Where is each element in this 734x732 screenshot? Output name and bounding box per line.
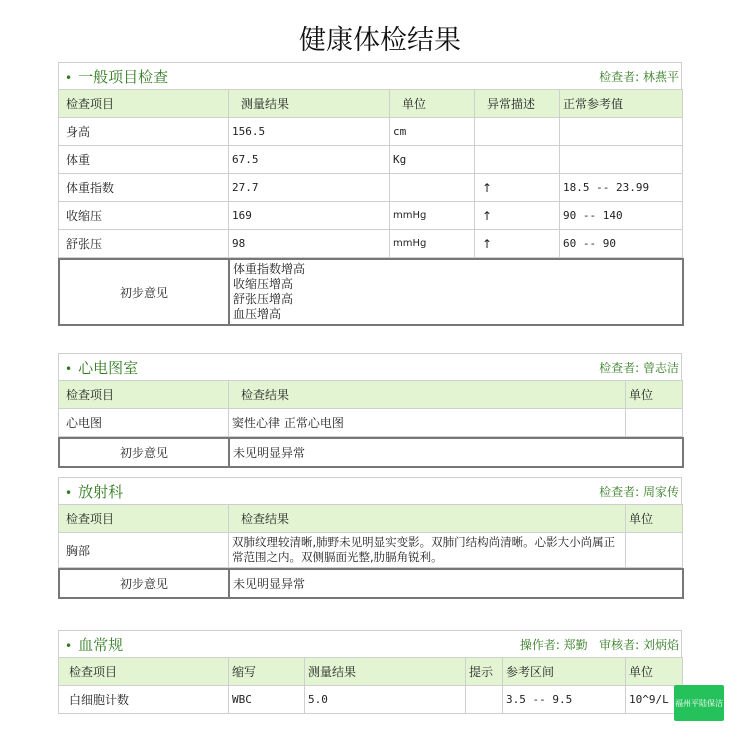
- header-reference: 正常参考值: [560, 90, 683, 118]
- header-hint: 提示: [466, 658, 503, 686]
- blood-staff: [520, 636, 679, 653]
- cell-unit: 10^9/L: [626, 686, 683, 714]
- page-title: 健康体检结果: [299, 25, 461, 56]
- cell-item: 体重指数: [59, 174, 229, 202]
- opinion-line: 体重指数增高: [233, 262, 306, 276]
- ecg-opinion-table: [58, 437, 684, 468]
- radiology-section-header: [58, 477, 682, 504]
- cell-flag: ↑: [475, 202, 560, 230]
- ecg-header-row: [59, 381, 683, 409]
- opinion-row: [59, 569, 683, 598]
- header-result: 测量结果: [305, 658, 466, 686]
- blood-section-title: [65, 634, 123, 655]
- blood-title-text: 血常规: [78, 635, 124, 654]
- table-row: [59, 230, 683, 258]
- cell-result: 5.0: [305, 686, 466, 714]
- general-table: [58, 89, 683, 258]
- cell-result: 156.5: [229, 118, 390, 146]
- opinion-line: 收缩压增高: [233, 277, 294, 291]
- general-section-title: [65, 66, 168, 87]
- cell-abbr: WBC: [229, 686, 305, 714]
- watermark-badge: 福州平陆保洁: [674, 685, 724, 721]
- general-opinion-table: [58, 258, 684, 326]
- table-row: [59, 118, 683, 146]
- ecg-section: [58, 353, 682, 468]
- general-section: [58, 62, 682, 326]
- header-item: 检查项目: [59, 381, 229, 409]
- table-row: [59, 686, 683, 714]
- cell-result: 67.5: [229, 146, 390, 174]
- table-row: [59, 202, 683, 230]
- cell-flag: ↑: [475, 174, 560, 202]
- cell-result: 98: [229, 230, 390, 258]
- opinion-row: [59, 259, 683, 325]
- header-result: 检查结果: [229, 381, 626, 409]
- radiology-examiner: 检查者: 周家传: [599, 484, 679, 499]
- cell-item: 体重: [59, 146, 229, 174]
- opinion-text: [229, 259, 683, 325]
- cell-result: 169: [229, 202, 390, 230]
- cell-ref: [560, 118, 683, 146]
- cell-flag: [475, 118, 560, 146]
- opinion-text: 未见明显异常: [229, 569, 683, 598]
- radiology-table: [58, 504, 683, 568]
- blood-header-row: [59, 658, 683, 686]
- blood-reviewer: 审核者: 刘炳焰: [599, 637, 679, 652]
- cell-flag: [475, 146, 560, 174]
- header-result: 检查结果: [229, 505, 626, 533]
- table-row: [59, 533, 683, 568]
- cell-item: 白细胞计数: [59, 686, 229, 714]
- cell-result: 27.7: [229, 174, 390, 202]
- header-reference: 参考区间: [503, 658, 626, 686]
- general-title-text: 一般项目检查: [78, 67, 169, 86]
- opinion-line: 血压增高: [233, 307, 282, 321]
- cell-unit: Kg: [390, 146, 475, 174]
- cell-ref: 60 -- 90: [560, 230, 683, 258]
- header-unit: 单位: [626, 658, 683, 686]
- cell-ref: 90 -- 140: [560, 202, 683, 230]
- bullet-icon: •: [65, 70, 73, 85]
- radiology-section-title: [65, 481, 123, 502]
- general-section-header: [58, 62, 682, 89]
- header-result: 测量结果: [229, 90, 390, 118]
- opinion-label: 初步意见: [59, 259, 229, 325]
- radiology-opinion-table: [58, 568, 684, 599]
- general-examiner: 检查者: 林燕平: [599, 69, 679, 84]
- opinion-line: 舒张压增高: [233, 292, 294, 306]
- blood-section: [58, 630, 682, 714]
- cell-unit: cm: [390, 118, 475, 146]
- radiology-section: [58, 477, 682, 599]
- header-abnormal: 异常描述: [475, 90, 560, 118]
- cell-item: 舒张压: [59, 230, 229, 258]
- blood-section-header: [58, 630, 682, 657]
- header-item: 检查项目: [59, 505, 229, 533]
- table-row: [59, 146, 683, 174]
- bullet-icon: •: [65, 638, 73, 653]
- cell-ref: 18.5 -- 23.99: [560, 174, 683, 202]
- radiology-header-row: [59, 505, 683, 533]
- ecg-table: [58, 380, 683, 437]
- opinion-row: [59, 438, 683, 467]
- cell-item: 胸部: [59, 533, 229, 568]
- cell-item: 收缩压: [59, 202, 229, 230]
- cell-unit: mmHg: [390, 202, 475, 230]
- header-unit: 单位: [390, 90, 475, 118]
- cell-flag: ↑: [475, 230, 560, 258]
- ecg-section-title: [65, 357, 138, 378]
- bullet-icon: •: [65, 485, 73, 500]
- blood-table: [58, 657, 683, 714]
- opinion-label: 初步意见: [59, 438, 229, 467]
- cell-hint: [466, 686, 503, 714]
- cell-unit: [626, 409, 683, 437]
- ecg-section-header: [58, 353, 682, 380]
- radiology-title-text: 放射科: [78, 482, 124, 501]
- header-unit: 单位: [626, 505, 683, 533]
- cell-unit: [626, 533, 683, 568]
- ecg-title-text: 心电图室: [78, 358, 139, 377]
- cell-item: 心电图: [59, 409, 229, 437]
- opinion-text: 未见明显异常: [229, 438, 683, 467]
- header-item: 检查项目: [59, 658, 229, 686]
- cell-result: 双肺纹理较清晰,肺野未见明显实变影。双肺门结构尚清晰。心影大小尚属正常范围之内。双侧膈面光整,肋膈角锐利。: [229, 533, 626, 568]
- header-item: 检查项目: [59, 90, 229, 118]
- header-abbr: 缩写: [229, 658, 305, 686]
- table-row: [59, 174, 683, 202]
- header-unit: 单位: [626, 381, 683, 409]
- cell-ref: 3.5 -- 9.5: [503, 686, 626, 714]
- bullet-icon: •: [65, 361, 73, 376]
- cell-ref: [560, 146, 683, 174]
- cell-item: 身高: [59, 118, 229, 146]
- cell-result: 窦性心律 正常心电图: [229, 409, 626, 437]
- table-row: [59, 409, 683, 437]
- opinion-label: 初步意见: [59, 569, 229, 598]
- cell-unit: [390, 174, 475, 202]
- cell-unit: mmHg: [390, 230, 475, 258]
- ecg-examiner: 检查者: 曾志洁: [599, 360, 679, 375]
- blood-operator: 操作者: 郑勤: [519, 637, 588, 652]
- general-header-row: [59, 90, 683, 118]
